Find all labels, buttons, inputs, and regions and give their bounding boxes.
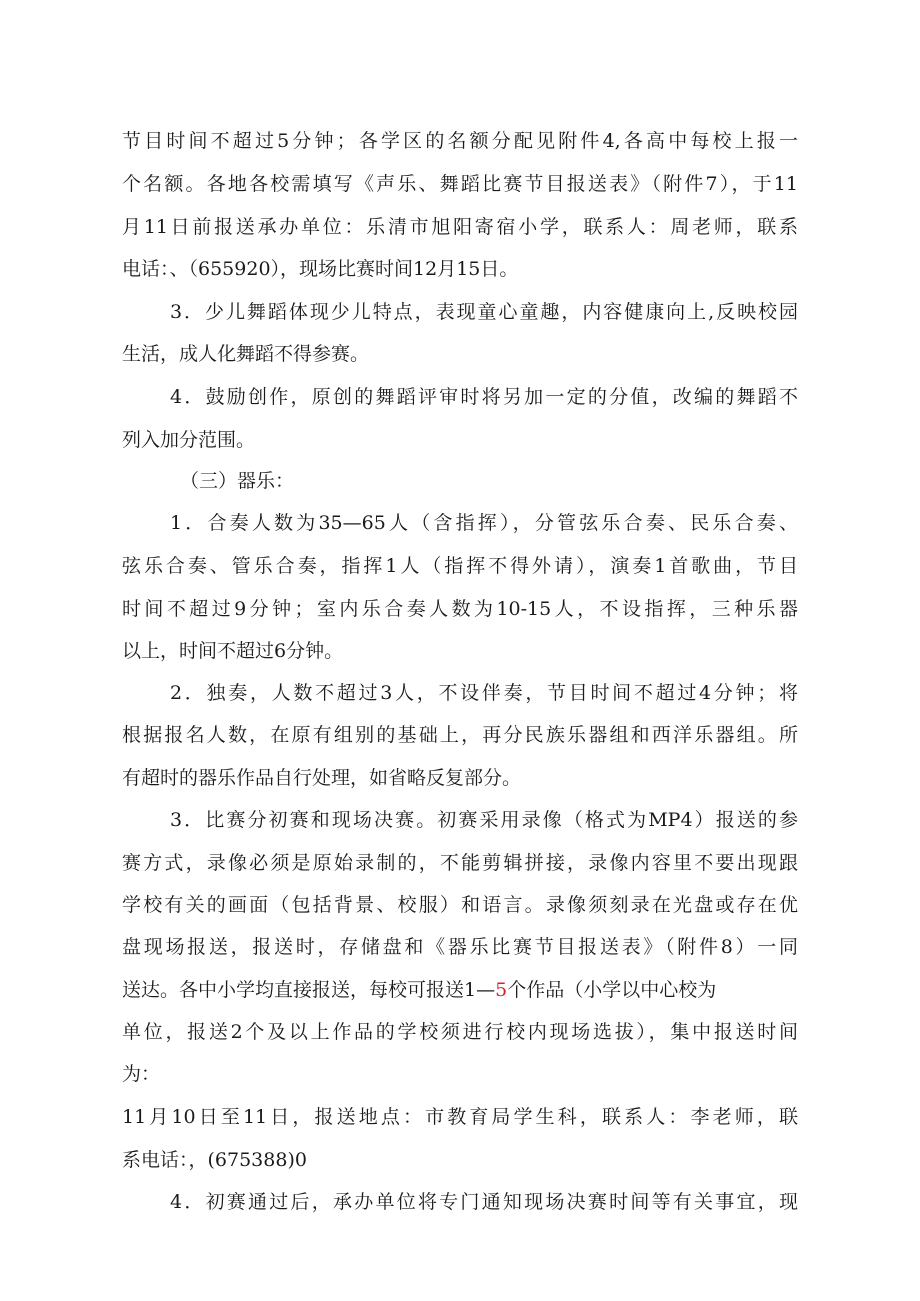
text-line: 3．比赛分初赛和现场决赛。初赛采用录像（格式为MP4）报送的参 — [170, 809, 798, 831]
text-line: 11月10日至11日，报送地点：市教育局学生科，联系人：李老师，联 — [122, 1106, 798, 1128]
text-line: 单位，报送2个及以上作品的学校须进行校内现场选拔），集中报送时间 — [122, 1021, 798, 1043]
text-line: 3．少儿舞蹈体现少儿特点，表现童心童趣，内容健康向上,反映校园 — [170, 301, 798, 323]
text-line: 月11日前报送承办单位：乐清市旭阳寄宿小学，联系人：周老师，联系 — [122, 216, 798, 238]
text-line: 系电话：，(675388)0 — [122, 1149, 307, 1171]
text-line: 电话：、（655920），现场比赛时间12月15日。 — [122, 258, 519, 280]
text-line: 4．初赛通过后，承办单位将专门通知现场决赛时间等有关事宜，现 — [170, 1191, 798, 1213]
text-line: 根据报名人数，在原有组别的基础上，再分民族乐器组和西洋乐器组。所 — [122, 724, 798, 746]
text-line: 有超时的器乐作品自行处理，如省略反复部分。 — [122, 767, 522, 789]
text-segment: 个作品（小学以中心校为 — [507, 979, 717, 1001]
text-line: 列入加分范围。 — [122, 429, 256, 451]
text-line: 节目时间不超过5分钟；各学区的名额分配见附件4,各高中每校上报一 — [122, 130, 798, 152]
text-line: 4．鼓励创作，原创的舞蹈评审时将另加一定的分值，改编的舞蹈不 — [170, 386, 798, 408]
highlighted-number: 5 — [495, 979, 508, 1001]
text-line: 时间不超过9分钟；室内乐合奏人数为10-15人，不设指挥，三种乐器 — [122, 598, 798, 620]
text-line: 1．合奏人数为35—65人（含指挥），分管弦乐合奏、民乐合奏、 — [170, 512, 798, 534]
text-line: 个名额。各地各校需填写《声乐、舞蹈比赛节目报送表》（附件7），于11 — [122, 173, 798, 195]
text-line: 以上，时间不超过6分钟。 — [122, 640, 344, 662]
text-line: 学校有关的画面（包括背景、校服）和语言。录像须刻录在光盘或存在优 — [122, 894, 798, 916]
text-line: 生活，成人化舞蹈不得参赛。 — [122, 343, 370, 365]
text-segment: 送达。各中小学均直接报送，每校可报送1— — [122, 979, 496, 1001]
text-line — [122, 977, 920, 1003]
text-line: 盘现场报送，报送时，存储盘和《器乐比赛节目报送表》（附件8）一同 — [122, 936, 798, 958]
section-heading: （三）器乐： — [180, 470, 295, 492]
text-line: 2．独奏，人数不超过3人，不设伴奏，节目时间不超过4分钟；将 — [170, 682, 798, 704]
text-line: 为： — [122, 1063, 161, 1085]
text-line: 赛方式，录像必须是原始录制的，不能剪辑拼接，录像内容里不要出现跟 — [122, 852, 798, 874]
text-line: 弦乐合奏、管乐合奏，指挥1人（指挥不得外请），演奏1首歌曲，节目 — [122, 555, 798, 577]
